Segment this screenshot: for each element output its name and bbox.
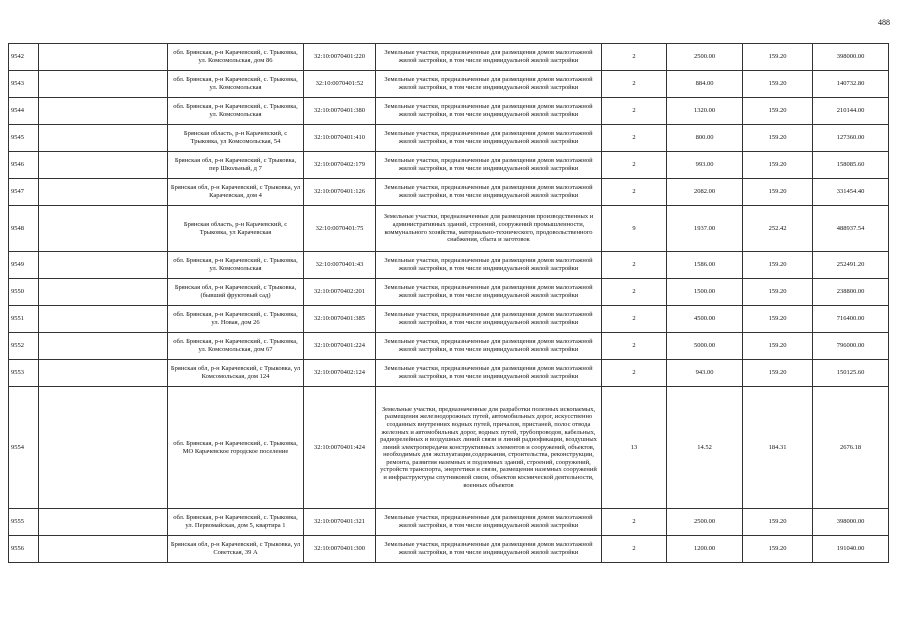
use-group-cell: 13	[602, 387, 667, 509]
cadastral-rate-cell: 159.20	[743, 98, 813, 125]
cadastral-number-cell: 32:10:0070402:124	[304, 360, 376, 387]
cadastral-number-cell: 32:10:0070401:43	[304, 252, 376, 279]
table-row	[9, 536, 889, 563]
cadastral-rate-cell: 159.20	[743, 71, 813, 98]
row-number-cell: 9556	[9, 536, 39, 563]
blank-cell	[39, 125, 168, 152]
cadastral-number-cell: 32:10:0070401:424	[304, 387, 376, 509]
row-number-cell: 9542	[9, 44, 39, 71]
use-group-cell: 2	[602, 333, 667, 360]
address-cell: обл. Брянская, р-н Карачевский, с. Трыковка, ул. Комсомольская	[168, 71, 304, 98]
table-row	[9, 252, 889, 279]
table-row	[9, 279, 889, 306]
cadastral-rate-cell: 159.20	[743, 252, 813, 279]
address-cell: Брянская обл, р-н Карачевский, с Трыковка, пер Школьный, д 7	[168, 152, 304, 179]
table-row	[9, 509, 889, 536]
table-row	[9, 387, 889, 509]
cadastral-number-cell: 32:10:0070401:75	[304, 206, 376, 252]
use-group-cell: 2	[602, 71, 667, 98]
area-cell: 1320.00	[667, 98, 743, 125]
area-cell: 5000.00	[667, 333, 743, 360]
cadastral-value-cell: 210144.00	[813, 98, 889, 125]
land-register-table	[8, 43, 889, 563]
permitted-use-cell: Земельные участки, предназначенные для размещения домов малоэтажной жилой застройки, в том числе индивидуальной жилой застройки	[376, 279, 602, 306]
row-number-cell: 9546	[9, 152, 39, 179]
cadastral-number-cell: 32:10:0070401:410	[304, 125, 376, 152]
permitted-use-cell: Земельные участки, предназначенные для размещения производственных и административных зданий, строений, сооружений промышленности, коммунального хозяйства, материально-технического, продовольственного снабжения, сбыта и заготовок	[376, 206, 602, 252]
area-cell: 4500.00	[667, 306, 743, 333]
cadastral-number-cell: 32:10:0070401:385	[304, 306, 376, 333]
blank-cell	[39, 71, 168, 98]
cadastral-value-cell: 150125.60	[813, 360, 889, 387]
table-row	[9, 206, 889, 252]
cadastral-value-cell: 140732.80	[813, 71, 889, 98]
area-cell: 1586.00	[667, 252, 743, 279]
cadastral-rate-cell: 159.20	[743, 306, 813, 333]
cadastral-number-cell: 32:10:0070401:300	[304, 536, 376, 563]
row-number-cell: 9551	[9, 306, 39, 333]
area-cell: 1937.00	[667, 206, 743, 252]
row-number-cell: 9547	[9, 179, 39, 206]
cadastral-value-cell: 398000.00	[813, 44, 889, 71]
row-number-cell: 9545	[9, 125, 39, 152]
cadastral-number-cell: 32:10:0070401:380	[304, 98, 376, 125]
cadastral-rate-cell: 159.20	[743, 333, 813, 360]
cadastral-value-cell: 716400.00	[813, 306, 889, 333]
cadastral-rate-cell: 159.20	[743, 179, 813, 206]
cadastral-value-cell: 238800.00	[813, 279, 889, 306]
blank-cell	[39, 252, 168, 279]
blank-cell	[39, 152, 168, 179]
cadastral-number-cell: 32:10:0070401:224	[304, 333, 376, 360]
cadastral-value-cell: 158085.60	[813, 152, 889, 179]
use-group-cell: 2	[602, 98, 667, 125]
cadastral-value-cell: 398000.00	[813, 509, 889, 536]
area-cell: 14.52	[667, 387, 743, 509]
table-row	[9, 152, 889, 179]
cadastral-number-cell: 32:10:0070401:126	[304, 179, 376, 206]
table-row	[9, 125, 889, 152]
use-group-cell: 2	[602, 152, 667, 179]
permitted-use-cell: Земельные участки, предназначенные для размещения домов малоэтажной жилой застройки, в том числе индивидуальной жилой застройки	[376, 179, 602, 206]
permitted-use-cell: Земельные участки, предназначенные для размещения домов малоэтажной жилой застройки, в том числе индивидуальной жилой застройки	[376, 125, 602, 152]
address-cell: обл. Брянская, р-н Карачевский, с. Трыковка, ул. Новая, дом 26	[168, 306, 304, 333]
area-cell: 993.00	[667, 152, 743, 179]
area-cell: 2500.00	[667, 44, 743, 71]
row-number-cell: 9552	[9, 333, 39, 360]
area-cell: 884.00	[667, 71, 743, 98]
permitted-use-cell: Земельные участки, предназначенные для размещения домов малоэтажной жилой застройки, в том числе индивидуальной жилой застройки	[376, 509, 602, 536]
row-number-cell: 9553	[9, 360, 39, 387]
blank-cell	[39, 509, 168, 536]
cadastral-number-cell: 32:10:0070401:220	[304, 44, 376, 71]
use-group-cell: 2	[602, 125, 667, 152]
address-cell: Брянская обл, р-н Карачевский, с Трыковка, ул Комсомольская, дом 124	[168, 360, 304, 387]
blank-cell	[39, 387, 168, 509]
row-number-cell: 9549	[9, 252, 39, 279]
table-row	[9, 360, 889, 387]
area-cell: 800.00	[667, 125, 743, 152]
blank-cell	[39, 360, 168, 387]
use-group-cell: 2	[602, 279, 667, 306]
use-group-cell: 2	[602, 306, 667, 333]
use-group-cell: 2	[602, 179, 667, 206]
blank-cell	[39, 333, 168, 360]
cadastral-number-cell: 32:10:0070402:179	[304, 152, 376, 179]
area-cell: 2082.00	[667, 179, 743, 206]
permitted-use-cell: Земельные участки, предназначенные для разработки полезных ископаемых, размещения железнодорожных путей, автомобильных дорог, искусственно созданных внутренних водных путей, причалов, пристаней, полос отвода железных и автомобильных дорог, водных путей, трубопроводов, кабельных, радиорелейных и воздушных линий связи и линий радиофикации, воздушных линий электропередачи конструктивных элементов и сооружений, объектов, необходимых для эксплуатации,содержания, строительства, реконструкции, ремонта, развития наземных и подземных зданий, строений, сооружений, устройств транспорта, энергетики и связи, размещения наземных сооружений и инфраструктуры спутниковой связи, объектов космической деятельности, военных объектов	[376, 387, 602, 509]
cadastral-value-cell: 252491.20	[813, 252, 889, 279]
address-cell: Брянская обл, р-н Карачевский, с Трыковка, ул Советская, 39 А	[168, 536, 304, 563]
permitted-use-cell: Земельные участки, предназначенные для размещения домов малоэтажной жилой застройки, в том числе индивидуальной жилой застройки	[376, 306, 602, 333]
blank-cell	[39, 279, 168, 306]
permitted-use-cell: Земельные участки, предназначенные для размещения домов малоэтажной жилой застройки, в том числе индивидуальной жилой застройки	[376, 536, 602, 563]
cadastral-rate-cell: 159.20	[743, 360, 813, 387]
cadastral-rate-cell: 159.20	[743, 44, 813, 71]
table-body	[9, 44, 889, 563]
address-cell: обл. Брянская, р-н Карачевский, с. Трыковка, ул. Комсомольская, дом 67	[168, 333, 304, 360]
table-row	[9, 306, 889, 333]
address-cell: Брянская область, р-н Карачевский, с Трыковка, ул Комсомольская, 54	[168, 125, 304, 152]
page-number: 488	[878, 18, 890, 27]
blank-cell	[39, 98, 168, 125]
area-cell: 1500.00	[667, 279, 743, 306]
address-cell: Брянская обл, р-н Карачевский, с Трыковка, (бывший фруктовый сад)	[168, 279, 304, 306]
table-row	[9, 98, 889, 125]
permitted-use-cell: Земельные участки, предназначенные для размещения домов малоэтажной жилой застройки, в том числе индивидуальной жилой застройки	[376, 71, 602, 98]
use-group-cell: 9	[602, 206, 667, 252]
permitted-use-cell: Земельные участки, предназначенные для размещения домов малоэтажной жилой застройки, в том числе индивидуальной жилой застройки	[376, 44, 602, 71]
blank-cell	[39, 536, 168, 563]
use-group-cell: 2	[602, 252, 667, 279]
cadastral-value-cell: 796000.00	[813, 333, 889, 360]
use-group-cell: 2	[602, 509, 667, 536]
area-cell: 943.00	[667, 360, 743, 387]
use-group-cell: 2	[602, 360, 667, 387]
cadastral-value-cell: 488937.54	[813, 206, 889, 252]
cadastral-rate-cell: 159.20	[743, 536, 813, 563]
address-cell: обл. Брянская, р-н Карачевский, с. Трыковка, ул. Комсомольская, дом 86	[168, 44, 304, 71]
use-group-cell: 2	[602, 536, 667, 563]
table-row	[9, 44, 889, 71]
permitted-use-cell: Земельные участки, предназначенные для размещения домов малоэтажной жилой застройки, в том числе индивидуальной жилой застройки	[376, 152, 602, 179]
permitted-use-cell: Земельные участки, предназначенные для размещения домов малоэтажной жилой застройки, в том числе индивидуальной жилой застройки	[376, 360, 602, 387]
use-group-cell: 2	[602, 44, 667, 71]
address-cell: Брянская обл, р-н Карачевский, с Трыковка, ул Карачевская, дом 4	[168, 179, 304, 206]
permitted-use-cell: Земельные участки, предназначенные для размещения домов малоэтажной жилой застройки, в том числе индивидуальной жилой застройки	[376, 98, 602, 125]
blank-cell	[39, 179, 168, 206]
cadastral-number-cell: 32:10:0070401:321	[304, 509, 376, 536]
cadastral-number-cell: 32:10:0070402:201	[304, 279, 376, 306]
cadastral-value-cell: 331454.40	[813, 179, 889, 206]
row-number-cell: 9554	[9, 387, 39, 509]
address-cell: обл. Брянская, р-н Карачевский, с. Трыковка, МО Карачевское городское поселение	[168, 387, 304, 509]
row-number-cell: 9543	[9, 71, 39, 98]
cadastral-value-cell: 191040.00	[813, 536, 889, 563]
permitted-use-cell: Земельные участки, предназначенные для размещения домов малоэтажной жилой застройки, в том числе индивидуальной жилой застройки	[376, 252, 602, 279]
address-cell: Брянская область, р-н Карачевский, с Трыковка, ул Карачевская	[168, 206, 304, 252]
cadastral-rate-cell: 159.20	[743, 152, 813, 179]
blank-cell	[39, 206, 168, 252]
cadastral-rate-cell: 159.20	[743, 279, 813, 306]
address-cell: обл. Брянская, р-н Карачевский, с. Трыковка, ул. Комсомольская	[168, 252, 304, 279]
cadastral-rate-cell: 159.20	[743, 125, 813, 152]
permitted-use-cell: Земельные участки, предназначенные для размещения домов малоэтажной жилой застройки, в том числе индивидуальной жилой застройки	[376, 333, 602, 360]
blank-cell	[39, 306, 168, 333]
cadastral-rate-cell: 184.31	[743, 387, 813, 509]
table-row	[9, 71, 889, 98]
row-number-cell: 9550	[9, 279, 39, 306]
cadastral-value-cell: 2676.18	[813, 387, 889, 509]
table-row	[9, 179, 889, 206]
cadastral-number-cell: 32:10:0070401:52	[304, 71, 376, 98]
address-cell: обл. Брянская, р-н Карачевский, с. Трыковка, ул. Комсомольская	[168, 98, 304, 125]
address-cell: обл. Брянская, р-н Карачевский, с. Трыковка, ул. Первомайская, дом 5, квартира 1	[168, 509, 304, 536]
row-number-cell: 9548	[9, 206, 39, 252]
row-number-cell: 9555	[9, 509, 39, 536]
cadastral-value-cell: 127360.00	[813, 125, 889, 152]
table-row	[9, 333, 889, 360]
cadastral-rate-cell: 159.20	[743, 509, 813, 536]
area-cell: 1200.00	[667, 536, 743, 563]
cadastral-rate-cell: 252.42	[743, 206, 813, 252]
area-cell: 2500.00	[667, 509, 743, 536]
blank-cell	[39, 44, 168, 71]
row-number-cell: 9544	[9, 98, 39, 125]
